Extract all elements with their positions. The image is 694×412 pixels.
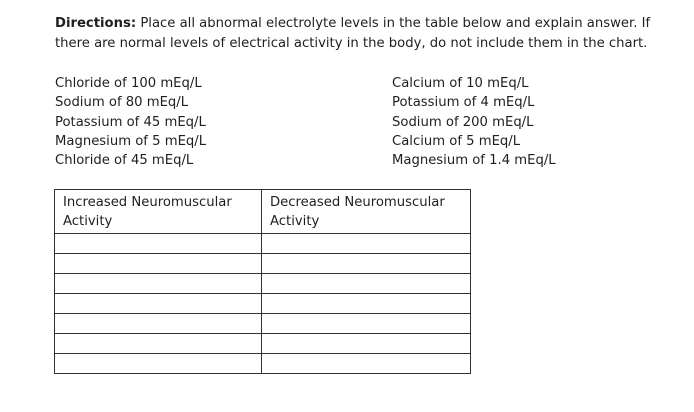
table-cell-increased[interactable] [55,234,262,254]
table-cell-increased[interactable] [55,274,262,294]
levels-left-column [55,74,206,170]
electrolyte-chart-table [54,189,471,374]
level-item: Potassium of 4 mEq/L [392,95,535,111]
table-cell-decreased[interactable] [262,254,471,274]
table-cell-increased[interactable] [55,314,262,334]
directions-paragraph [55,14,685,54]
levels-right-column [392,74,556,170]
table-cell-increased[interactable] [55,334,262,354]
table-row [55,354,471,374]
level-item: Magnesium of 5 mEq/L [55,133,207,149]
table-row [55,294,471,314]
table-cell-increased[interactable] [55,294,262,314]
table-row [55,314,471,334]
table-cell-decreased[interactable] [262,274,471,294]
level-item: Chloride of 100 mEq/L [55,76,202,91]
table-cell-decreased[interactable] [262,314,471,334]
directions-text: Place all abnormal electrolyte levels in the table below and explain answer. If there are normal levels of electrical activity in the body, do not include them in the chart. [55,16,651,51]
level-item: Calcium of 10 mEq/L [392,76,529,91]
table-header-row [55,190,471,234]
table-row [55,234,471,254]
level-item: Sodium of 200 mEq/L [392,114,534,130]
header-decreased-activity: Decreased Neuromuscular Activity [262,190,471,234]
level-item: Sodium of 80 mEq/L [55,95,189,111]
table-cell-decreased[interactable] [262,294,471,314]
table-cell-increased[interactable] [55,354,262,374]
level-item: Chloride of 45 mEq/L [55,153,194,169]
table-cell-decreased[interactable] [262,334,471,354]
table-cell-increased[interactable] [55,254,262,274]
table-row [55,334,471,354]
table-cell-decreased[interactable] [262,354,471,374]
table-row [55,274,471,294]
header-increased-activity: Increased Neuromuscular Activity [55,190,262,234]
table-cell-decreased[interactable] [262,234,471,254]
table-row [55,254,471,274]
directions-label: Directions: [55,16,137,31]
level-item: Magnesium of 1.4 mEq/L [392,153,556,169]
level-item: Potassium of 45 mEq/L [55,114,206,130]
level-item: Calcium of 5 mEq/L [392,133,521,149]
